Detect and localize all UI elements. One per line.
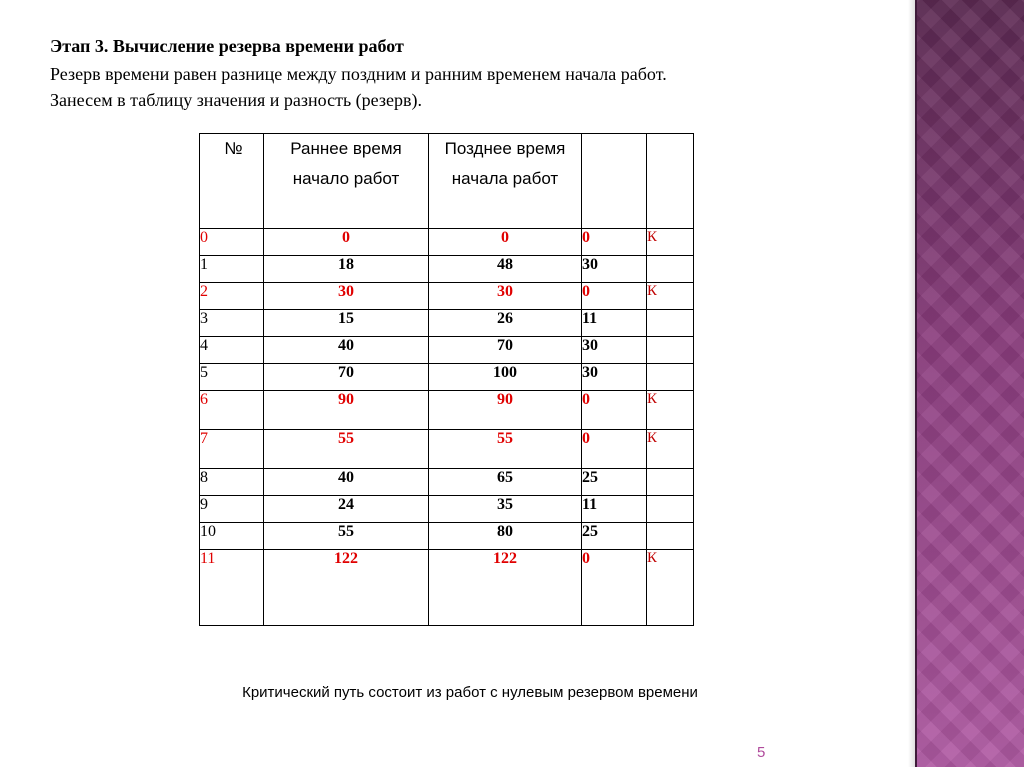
cell-num: 10: [200, 523, 264, 550]
cell-early-time: 122: [264, 550, 429, 626]
table-row: [200, 364, 694, 391]
cell-late-time: 48: [429, 256, 582, 283]
critical-path-note: Критический путь состоит из работ с нулевым резервом времени: [242, 684, 698, 701]
decorative-sidebar: [915, 0, 1024, 767]
cell-num: 4: [200, 337, 264, 364]
cell-num: 5: [200, 364, 264, 391]
cell-late-time: 26: [429, 310, 582, 337]
cell-early-time: 55: [264, 430, 429, 469]
cell-early-time: 40: [264, 337, 429, 364]
cell-reserve: 25: [582, 469, 647, 496]
cell-early-time: 40: [264, 469, 429, 496]
cell-critical-mark: [647, 256, 694, 283]
cell-num: 1: [200, 256, 264, 283]
cell-critical-mark: [647, 337, 694, 364]
intro-line-1: Резерв времени равен разнице между поздним и ранним временем начала работ.: [50, 64, 667, 84]
cell-critical-mark: К: [647, 550, 694, 626]
cell-num: 9: [200, 496, 264, 523]
header-num: №: [200, 134, 264, 229]
cell-early-time: 24: [264, 496, 429, 523]
cell-late-time: 65: [429, 469, 582, 496]
cell-reserve: 0: [582, 229, 647, 256]
page-number: 5: [757, 744, 766, 761]
cell-early-time: 90: [264, 391, 429, 430]
table-row: [200, 523, 694, 550]
cell-reserve: 11: [582, 496, 647, 523]
cell-num: 2: [200, 283, 264, 310]
slide-heading: Этап 3. Вычисление резерва времени работ: [50, 36, 404, 56]
cell-late-time: 100: [429, 364, 582, 391]
cell-reserve: 11: [582, 310, 647, 337]
table-row: [200, 430, 694, 469]
table-row: [200, 229, 694, 256]
table-row: [200, 496, 694, 523]
table-row: [200, 337, 694, 364]
cell-critical-mark: К: [647, 391, 694, 430]
cell-early-time: 18: [264, 256, 429, 283]
cell-critical-mark: К: [647, 229, 694, 256]
cell-late-time: 55: [429, 430, 582, 469]
cell-reserve: 0: [582, 550, 647, 626]
cell-critical-mark: [647, 469, 694, 496]
cell-num: 3: [200, 310, 264, 337]
cell-reserve: 0: [582, 283, 647, 310]
table-row: [200, 469, 694, 496]
cell-num: 8: [200, 469, 264, 496]
header-critical: [647, 134, 694, 229]
cell-early-time: 70: [264, 364, 429, 391]
cell-early-time: 15: [264, 310, 429, 337]
cell-reserve: 0: [582, 391, 647, 430]
cell-reserve: 30: [582, 364, 647, 391]
cell-critical-mark: [647, 364, 694, 391]
cell-critical-mark: [647, 523, 694, 550]
cell-early-time: 55: [264, 523, 429, 550]
cell-early-time: 30: [264, 283, 429, 310]
table-body: [200, 229, 694, 626]
slide-intro: [50, 61, 880, 113]
cell-num: 6: [200, 391, 264, 430]
cell-late-time: 0: [429, 229, 582, 256]
cell-critical-mark: К: [647, 430, 694, 469]
cell-num: 0: [200, 229, 264, 256]
intro-line-2: Занесем в таблицу значения и разность (резерв).: [50, 90, 422, 110]
table-row: [200, 283, 694, 310]
cell-late-time: 122: [429, 550, 582, 626]
header-early-time: Раннее время начало работ: [264, 134, 429, 229]
cell-late-time: 90: [429, 391, 582, 430]
cell-reserve: 25: [582, 523, 647, 550]
cell-late-time: 35: [429, 496, 582, 523]
cell-late-time: 70: [429, 337, 582, 364]
table-row: [200, 391, 694, 430]
table-row: [200, 256, 694, 283]
cell-late-time: 30: [429, 283, 582, 310]
table-row: [200, 310, 694, 337]
table-row: [200, 550, 694, 626]
cell-critical-mark: [647, 310, 694, 337]
cell-reserve: 30: [582, 337, 647, 364]
slide-edge-shadow: [908, 0, 915, 767]
cell-reserve: 30: [582, 256, 647, 283]
cell-reserve: 0: [582, 430, 647, 469]
cell-num: 11: [200, 550, 264, 626]
header-reserve: [582, 134, 647, 229]
cell-num: 7: [200, 430, 264, 469]
cell-early-time: 0: [264, 229, 429, 256]
cell-critical-mark: [647, 496, 694, 523]
reserve-table: [199, 133, 694, 626]
cell-critical-mark: К: [647, 283, 694, 310]
header-late-time: Позднее время начала работ: [429, 134, 582, 229]
table-header-row: [200, 134, 694, 229]
cell-late-time: 80: [429, 523, 582, 550]
